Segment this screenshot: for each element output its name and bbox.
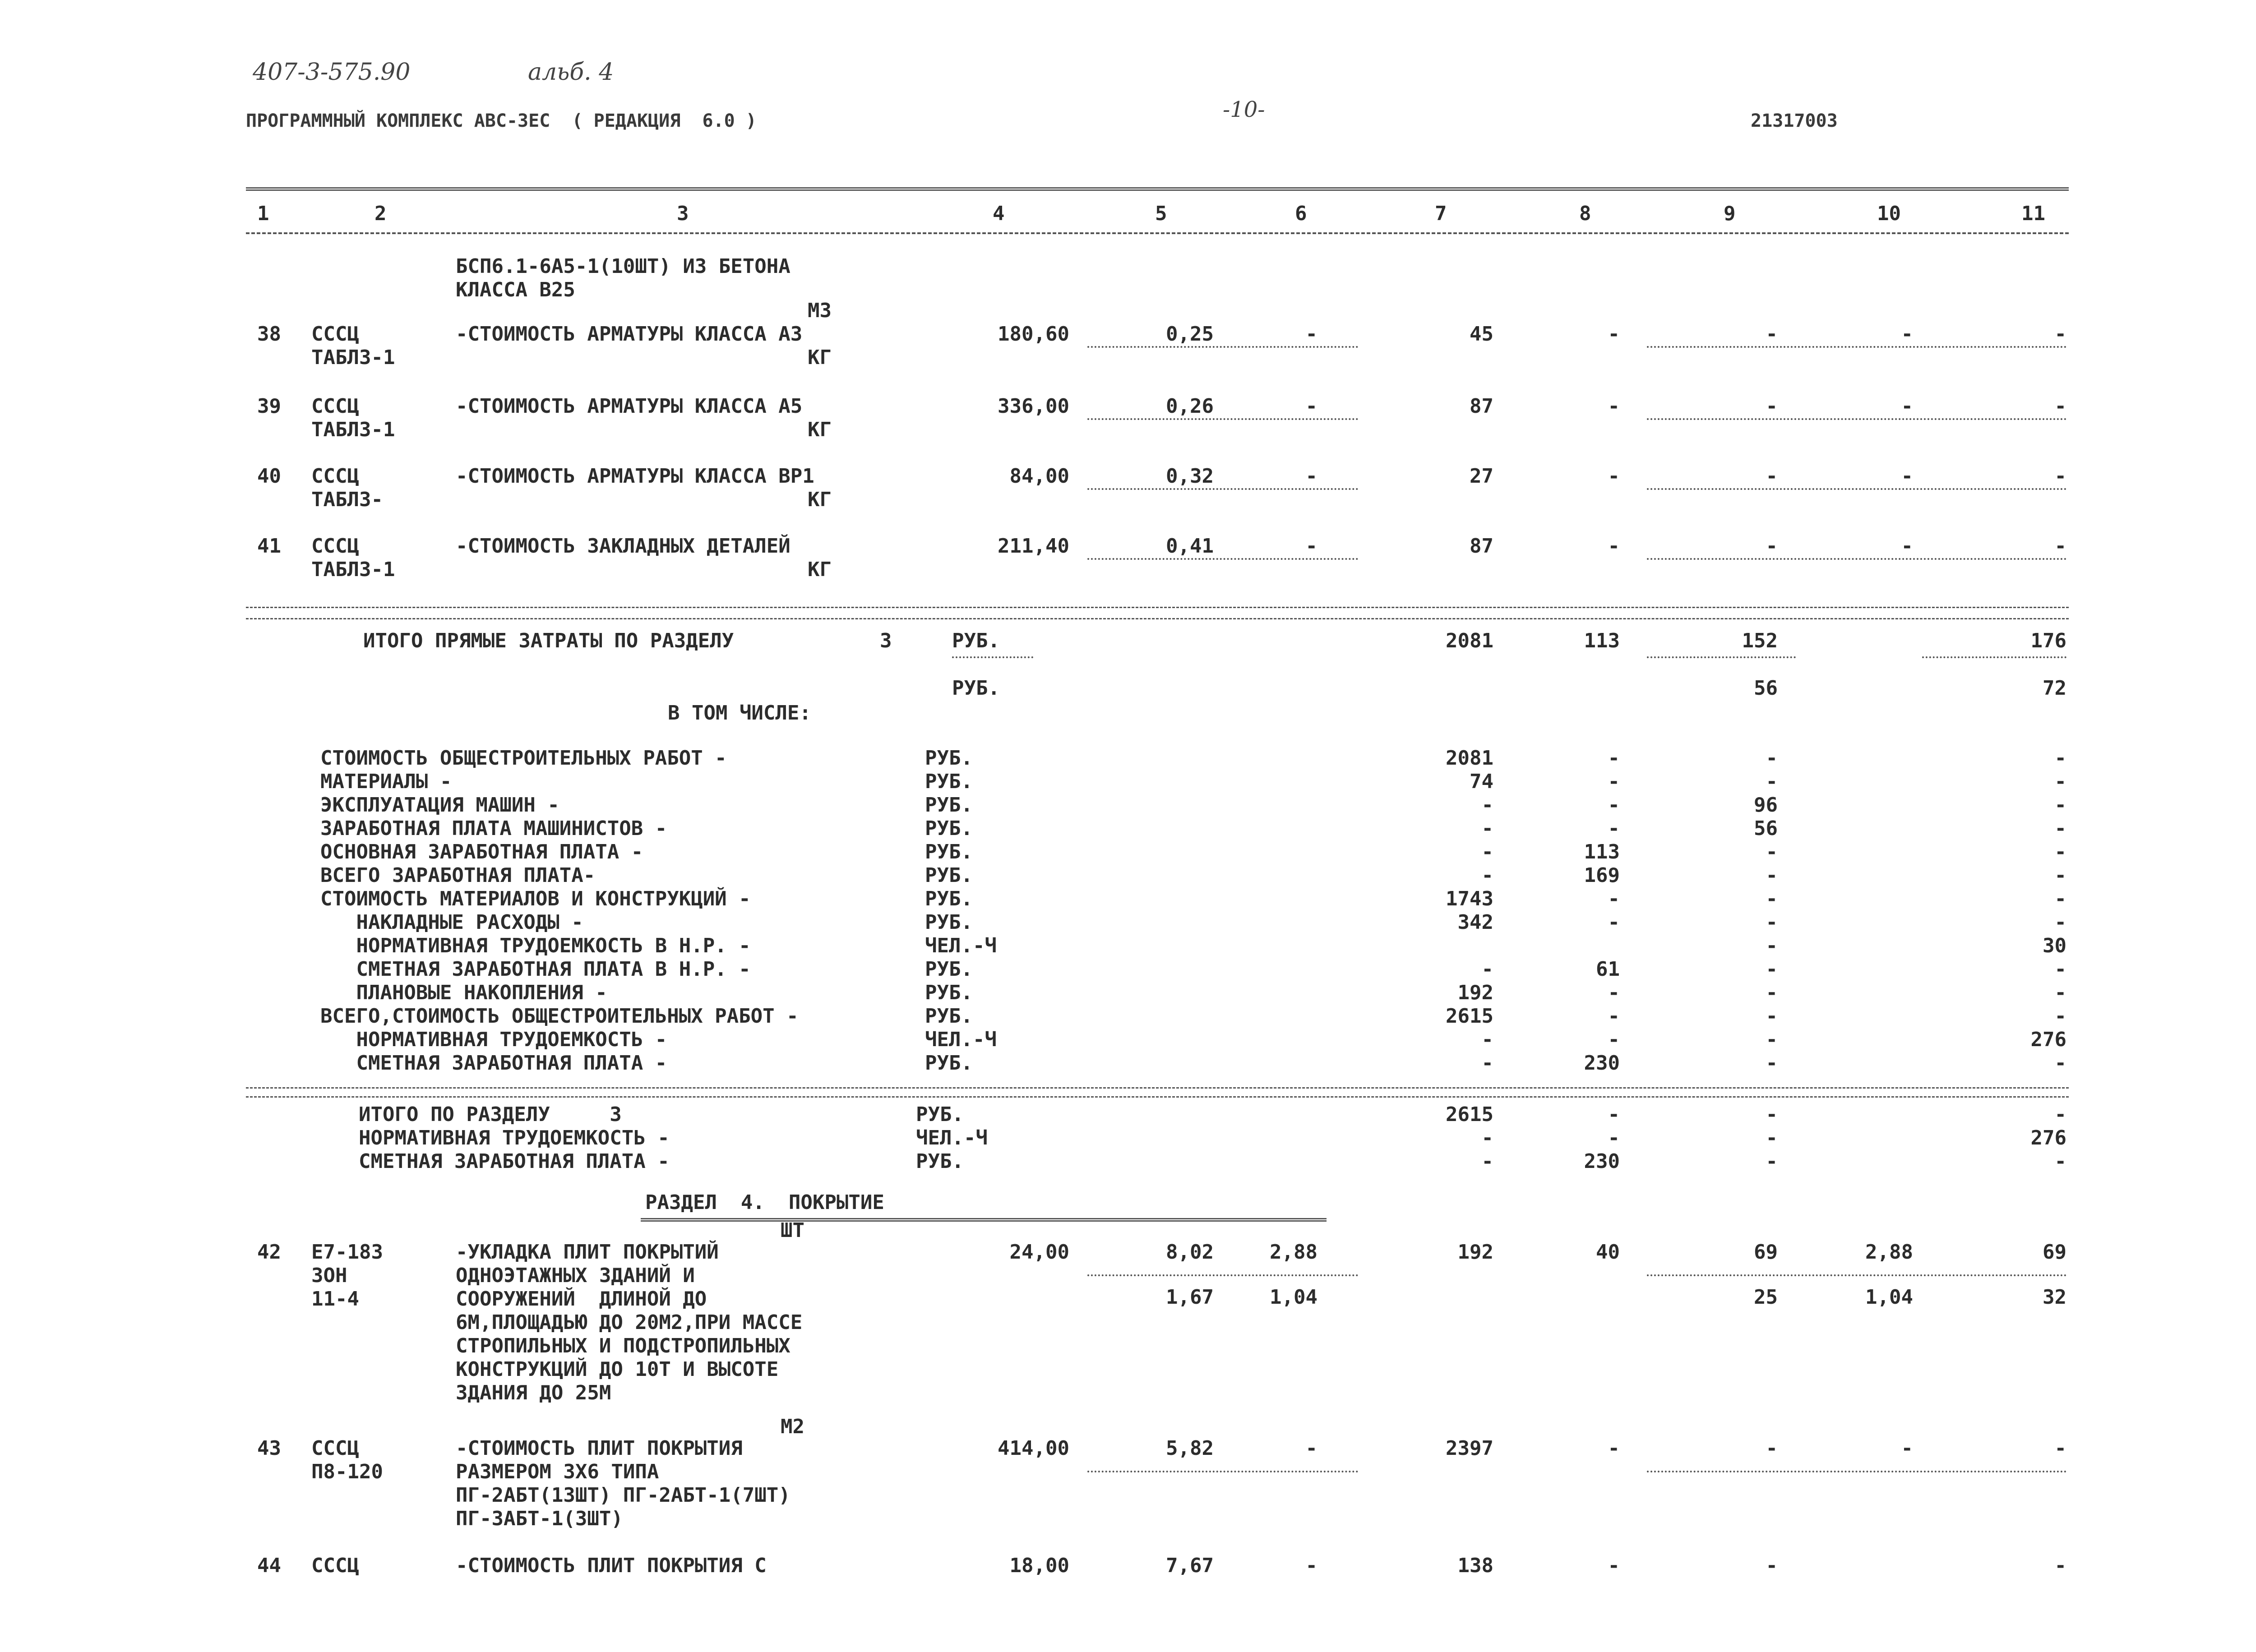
breakdown-c7: 1743 (1446, 887, 1493, 910)
breakdown-unit: РУБ. (925, 887, 973, 910)
row-description: -СТОИМОСТЬ АРМАТУРЫ КЛАССА А5 (456, 395, 803, 418)
breakdown-c8: - (1608, 911, 1620, 934)
row-description: -СТОИМОСТЬ ЗАКЛАДНЫХ ДЕТАЛЕЙ (456, 535, 791, 558)
cell-c4: 180,60 (998, 323, 1069, 346)
section-total-rule (246, 1096, 2069, 1098)
breakdown-c7: - (1481, 1052, 1493, 1075)
breakdown-label: НАКЛАДНЫЕ РАСХОДЫ - (320, 911, 583, 934)
breakdown-c8: - (1608, 794, 1620, 817)
row-unit: КГ (808, 418, 832, 441)
totals-direct-c8: 113 (1584, 629, 1620, 652)
cell-c4: 84,00 (1009, 465, 1069, 488)
breakdown-label: ВСЕГО ЗАРАБОТНАЯ ПЛАТА- (320, 864, 596, 887)
row-code: ЗОН (311, 1264, 347, 1287)
totals-direct-label: ИТОГО ПРЯМЫЕ ЗАТРАТЫ ПО РАЗДЕЛУ (363, 629, 734, 652)
cell-c5: 8,02 (1166, 1241, 1214, 1264)
column-header-11: 11 (2021, 202, 2045, 225)
cell-c7: 87 (1470, 395, 1493, 418)
breakdown-c9: - (1766, 887, 1778, 910)
row-code: ТАБЛ3- (311, 488, 383, 511)
breakdown-c9: 56 (1754, 817, 1778, 840)
cell-c9b: 25 (1754, 1286, 1778, 1309)
breakdown-label: СТОИМОСТЬ ОБЩЕСТРОИТЕЛЬНЫХ РАБОТ - (320, 747, 727, 770)
breakdown-c7: 192 (1457, 981, 1493, 1004)
section-total-c7: - (1481, 1150, 1493, 1173)
breakdown-unit: РУБ. (925, 1052, 973, 1075)
breakdown-c9: - (1766, 1052, 1778, 1075)
cell-c5: 0,25 (1166, 323, 1214, 346)
column-header-2: 2 (374, 202, 387, 225)
row-number: 44 (257, 1554, 281, 1577)
column-header-8: 8 (1579, 202, 1591, 225)
handwritten-code: 407-3-575.90 (253, 59, 411, 86)
handwritten-album: альб. 4 (528, 59, 614, 86)
cell-c9: 69 (1754, 1241, 1778, 1264)
cell-c6: - (1305, 395, 1318, 418)
totals-direct-c9b: 56 (1754, 677, 1778, 700)
breakdown-unit: ЧЕЛ.-Ч (925, 934, 997, 957)
cell-c8: - (1608, 1554, 1620, 1577)
row-underline (1647, 1471, 2066, 1472)
row-number: 38 (257, 323, 281, 346)
section-total-c9: - (1766, 1126, 1778, 1149)
cell-c9: - (1766, 465, 1778, 488)
breakdown-c8: - (1608, 747, 1620, 770)
cell-c11: - (2054, 535, 2066, 558)
cell-c6: - (1305, 1554, 1318, 1577)
cell-c10b: 1,04 (1865, 1286, 1913, 1309)
row-underline (1647, 418, 2066, 420)
row-code: ТАБЛ3-1 (311, 418, 395, 441)
breakdown-unit: РУБ. (925, 958, 973, 981)
cell-c11: - (2054, 1554, 2066, 1577)
row-description: СООРУЖЕНИЙ ДЛИНОЙ ДО (456, 1287, 707, 1311)
breakdown-unit: РУБ. (925, 981, 973, 1004)
column-header-10: 10 (1877, 202, 1901, 225)
column-header-row (246, 202, 2069, 226)
breakdown-c7: - (1481, 1028, 1493, 1051)
breakdown-c11: - (2054, 887, 2066, 910)
row-description: -УКЛАДКА ПЛИТ ПОКРЫТИЙ (456, 1241, 719, 1264)
row-description: ЗДАНИЯ ДО 25М (456, 1381, 611, 1404)
cell-c4: 336,00 (998, 395, 1069, 418)
breakdown-c7: - (1481, 817, 1493, 840)
section-total-c11: 276 (2030, 1126, 2066, 1149)
breakdown-c9: - (1766, 1028, 1778, 1051)
breakdown-c7: 2081 (1446, 747, 1493, 770)
row-underline (1087, 1274, 1358, 1276)
row-unit: ШТ (781, 1219, 804, 1242)
cell-c10: - (1901, 395, 1913, 418)
cell-c11: - (2054, 1437, 2066, 1460)
breakdown-c11: - (2054, 958, 2066, 981)
breakdown-c8: - (1608, 1005, 1620, 1028)
breakdown-c11: - (2054, 1005, 2066, 1028)
cell-c7: 45 (1470, 323, 1493, 346)
breakdown-label: ОСНОВНАЯ ЗАРАБОТНАЯ ПЛАТА - (320, 840, 643, 863)
section-total-label: СМЕТНАЯ ЗАРАБОТНАЯ ПЛАТА - (359, 1150, 670, 1173)
cell-c4: 24,00 (1009, 1241, 1069, 1264)
cell-c7: 2397 (1446, 1437, 1493, 1460)
breakdown-c8: 230 (1584, 1052, 1620, 1075)
row-number: 39 (257, 395, 281, 418)
row-description: РАЗМЕРОМ 3Х6 ТИПА (456, 1460, 659, 1483)
breakdown-unit: ЧЕЛ.-Ч (925, 1028, 997, 1051)
row-unit: КГ (808, 488, 832, 511)
including-heading: В ТОМ ЧИСЛЕ: (668, 701, 811, 724)
row-description: ПГ-3АБТ-1(3ШТ) (456, 1507, 623, 1530)
row-code: СССЦ (311, 535, 359, 558)
breakdown-c9: - (1766, 770, 1778, 793)
cell-c7: 27 (1470, 465, 1493, 488)
row-description: КОНСТРУКЦИЙ ДО 10Т И ВЫСОТЕ (456, 1358, 779, 1381)
cell-c10: - (1901, 465, 1913, 488)
breakdown-unit: РУБ. (925, 770, 973, 793)
breakdown-c9: - (1766, 864, 1778, 887)
cell-c6: - (1305, 465, 1318, 488)
row-description: БСП6.1-6А5-1(10ШТ) ИЗ БЕТОНА (456, 255, 791, 278)
breakdown-unit: РУБ. (925, 817, 973, 840)
cell-c7: 87 (1470, 535, 1493, 558)
section-total-unit: РУБ. (916, 1150, 964, 1173)
cell-c5: 5,82 (1166, 1437, 1214, 1460)
breakdown-c7: - (1481, 958, 1493, 981)
totals-direct-unit: РУБ. (952, 629, 1000, 652)
breakdown-unit: РУБ. (925, 840, 973, 863)
cell-c8: - (1608, 323, 1620, 346)
row-code: ТАБЛ3-1 (311, 346, 395, 369)
row-description: -СТОИМОСТЬ АРМАТУРЫ КЛАССА А3 (456, 323, 803, 346)
cell-c9: - (1766, 1554, 1778, 1577)
row-description: -СТОИМОСТЬ ПЛИТ ПОКРЫТИЯ (456, 1437, 743, 1460)
cell-c4: 18,00 (1009, 1554, 1069, 1577)
header-bottom-rule (246, 232, 2069, 234)
cell-c9: - (1766, 535, 1778, 558)
breakdown-label: СМЕТНАЯ ЗАРАБОТНАЯ ПЛАТА В Н.Р. - (320, 958, 751, 981)
section-total-c8: 230 (1584, 1150, 1620, 1173)
breakdown-c9: - (1766, 1005, 1778, 1028)
row-code: СССЦ (311, 395, 359, 418)
totals-direct-section: 3 (880, 629, 892, 652)
cell-c10: - (1901, 323, 1913, 346)
totals-underline (1647, 656, 1796, 658)
document-number: 21317003 (1751, 111, 1838, 131)
cell-c11: - (2054, 395, 2066, 418)
cell-c10: 2,88 (1865, 1241, 1913, 1264)
cell-c8: - (1608, 535, 1620, 558)
row-description: ПГ-2АБТ(13ШТ) ПГ-2АБТ-1(7ШТ) (456, 1484, 791, 1507)
cell-c10: - (1901, 1437, 1913, 1460)
cell-c8: - (1608, 395, 1620, 418)
breakdown-c11: - (2054, 794, 2066, 817)
breakdown-unit: РУБ. (925, 864, 973, 887)
row-code: СССЦ (311, 465, 359, 488)
cell-c5: 0,26 (1166, 395, 1214, 418)
section-total-unit: РУБ. (916, 1103, 964, 1126)
breakdown-c9: 96 (1754, 794, 1778, 817)
cell-c5: 0,41 (1166, 535, 1214, 558)
breakdown-c7: - (1481, 840, 1493, 863)
row-code: 11-4 (311, 1287, 359, 1311)
breakdown-c8: 113 (1584, 840, 1620, 863)
breakdown-c9: - (1766, 840, 1778, 863)
breakdown-label: ПЛАНОВЫЕ НАКОПЛЕНИЯ - (320, 981, 607, 1004)
cell-c4: 211,40 (998, 535, 1069, 558)
section-total-label: НОРМАТИВНАЯ ТРУДОЕМКОСТЬ - (359, 1126, 670, 1149)
row-description: СТРОПИЛЬНЫХ И ПОДСТРОПИЛЬНЫХ (456, 1334, 791, 1357)
row-underline (1647, 1274, 2066, 1276)
breakdown-c7: 342 (1457, 911, 1493, 934)
cell-c6: - (1305, 535, 1318, 558)
breakdown-c8: - (1608, 887, 1620, 910)
row-number: 41 (257, 535, 281, 558)
column-header-9: 9 (1724, 202, 1736, 225)
totals-separator-rule (246, 618, 2069, 619)
row-number: 43 (257, 1437, 281, 1460)
breakdown-c11: - (2054, 1052, 2066, 1075)
cell-c6: - (1305, 1437, 1318, 1460)
cell-c5: 7,67 (1166, 1554, 1214, 1577)
cell-c7: 138 (1457, 1554, 1493, 1577)
cell-c8: - (1608, 1437, 1620, 1460)
breakdown-label: СТОИМОСТЬ МАТЕРИАЛОВ И КОНСТРУКЦИЙ - (320, 887, 751, 910)
totals-direct-c11b: 72 (2043, 677, 2066, 700)
section-total-unit: ЧЕЛ.-Ч (916, 1126, 988, 1149)
breakdown-c7: - (1481, 794, 1493, 817)
section-total-c8: - (1608, 1103, 1620, 1126)
breakdown-c7: - (1481, 864, 1493, 887)
section-total-c9: - (1766, 1103, 1778, 1126)
cell-c6b: 1,04 (1270, 1286, 1318, 1309)
column-header-3: 3 (677, 202, 689, 225)
cell-c5b: 1,67 (1166, 1286, 1214, 1309)
cell-c6: 2,88 (1270, 1241, 1318, 1264)
breakdown-label: ЗАРАБОТНАЯ ПЛАТА МАШИНИСТОВ - (320, 817, 667, 840)
breakdown-c11: - (2054, 770, 2066, 793)
breakdown-c11: - (2054, 911, 2066, 934)
totals-direct-c7: 2081 (1446, 629, 1493, 652)
cell-c9: - (1766, 323, 1778, 346)
row-description: КЛАССА В25 (456, 278, 575, 301)
row-description: 6М,ПЛОЩАДЬЮ ДО 20М2,ПРИ МАССЕ (456, 1311, 803, 1334)
cell-c8: 40 (1596, 1241, 1620, 1264)
breakdown-unit: РУБ. (925, 747, 973, 770)
section-total-rule (246, 1087, 2069, 1089)
totals-separator-rule (246, 607, 2069, 608)
breakdown-c11: - (2054, 817, 2066, 840)
breakdown-unit: РУБ. (925, 794, 973, 817)
section-total-c11: - (2054, 1103, 2066, 1126)
breakdown-c8: - (1608, 817, 1620, 840)
section-4-underline (641, 1218, 1327, 1222)
breakdown-c9: - (1766, 934, 1778, 957)
row-underline (1647, 558, 2066, 560)
row-code: СССЦ (311, 1554, 359, 1577)
cell-c11: 69 (2043, 1241, 2066, 1264)
breakdown-c11: - (2054, 747, 2066, 770)
breakdown-c11: - (2054, 981, 2066, 1004)
breakdown-c8: 61 (1596, 958, 1620, 981)
cell-c9: - (1766, 1437, 1778, 1460)
breakdown-c8: 169 (1584, 864, 1620, 887)
section-total-c11: - (2054, 1150, 2066, 1173)
breakdown-c8: - (1608, 770, 1620, 793)
breakdown-label: ЭКСПЛУАТАЦИЯ МАШИН - (320, 794, 559, 817)
breakdown-c9: - (1766, 911, 1778, 934)
cell-c5: 0,32 (1166, 465, 1214, 488)
breakdown-label: МАТЕРИАЛЫ - (320, 770, 452, 793)
totals-direct-unit2: РУБ. (952, 677, 1000, 700)
row-description: -СТОИМОСТЬ АРМАТУРЫ КЛАССА ВР1 (456, 465, 814, 488)
row-underline (1647, 488, 2066, 490)
cell-c7: 192 (1457, 1241, 1493, 1264)
row-unit: КГ (808, 558, 832, 581)
breakdown-label: НОРМАТИВНАЯ ТРУДОЕМКОСТЬ В Н.Р. - (320, 934, 751, 957)
cell-c9: - (1766, 395, 1778, 418)
breakdown-c7: 74 (1470, 770, 1493, 793)
row-number: 40 (257, 465, 281, 488)
column-header-7: 7 (1435, 202, 1447, 225)
header-top-rule (246, 187, 2069, 191)
breakdown-c11: - (2054, 840, 2066, 863)
breakdown-unit: РУБ. (925, 911, 973, 934)
cell-c10: - (1901, 535, 1913, 558)
row-unit-prev: М3 (808, 299, 832, 322)
breakdown-label: НОРМАТИВНАЯ ТРУДОЕМКОСТЬ - (320, 1028, 667, 1051)
row-code: СССЦ (311, 323, 359, 346)
row-unit: М2 (781, 1415, 804, 1438)
row-code: СССЦ (311, 1437, 359, 1460)
cell-c11: - (2054, 323, 2066, 346)
column-header-1: 1 (257, 202, 269, 225)
breakdown-c8: - (1608, 981, 1620, 1004)
breakdown-c9: - (1766, 981, 1778, 1004)
column-header-6: 6 (1295, 202, 1307, 225)
column-header-4: 4 (993, 202, 1005, 225)
row-description: ОДНОЭТАЖНЫХ ЗДАНИЙ И (456, 1264, 695, 1287)
section-total-c9: - (1766, 1150, 1778, 1173)
row-underline (1087, 346, 1358, 348)
row-underline (1087, 488, 1358, 490)
cell-c8: - (1608, 465, 1620, 488)
totals-underline (1922, 656, 2066, 658)
breakdown-c9: - (1766, 747, 1778, 770)
cell-c6: - (1305, 323, 1318, 346)
section-total-label: ИТОГО ПО РАЗДЕЛУ 3 (359, 1103, 622, 1126)
page-number: -10- (1223, 97, 1265, 122)
totals-underline (952, 656, 1033, 658)
row-unit: КГ (808, 346, 832, 369)
breakdown-c11: 276 (2030, 1028, 2066, 1051)
section-4-title: РАЗДЕЛ 4. ПОКРЫТИЕ (645, 1191, 884, 1214)
cell-c11b: 32 (2043, 1286, 2066, 1309)
cell-c4: 414,00 (998, 1437, 1069, 1460)
breakdown-c7: 2615 (1446, 1005, 1493, 1028)
section-total-c7: 2615 (1446, 1103, 1493, 1126)
section-total-c8: - (1608, 1126, 1620, 1149)
row-code: Е7-183 (311, 1241, 383, 1264)
row-number: 42 (257, 1241, 281, 1264)
section-total-c7: - (1481, 1126, 1493, 1149)
column-header-5: 5 (1155, 202, 1167, 225)
row-code: ТАБЛ3-1 (311, 558, 395, 581)
breakdown-unit: РУБ. (925, 1005, 973, 1028)
breakdown-label: ВСЕГО,СТОИМОСТЬ ОБЩЕСТРОИТЕЛЬНЫХ РАБОТ - (320, 1005, 799, 1028)
row-code: П8-120 (311, 1460, 383, 1483)
row-underline (1087, 558, 1358, 560)
row-underline (1647, 346, 2066, 348)
program-title: ПРОГРАММНЫЙ КОМПЛЕКС АВС-ЗЕС ( РЕДАКЦИЯ 6.0 ) (246, 111, 757, 131)
cell-c11: - (2054, 465, 2066, 488)
row-description: -СТОИМОСТЬ ПЛИТ ПОКРЫТИЯ С (456, 1554, 767, 1577)
totals-direct-c11: 176 (2030, 629, 2066, 652)
breakdown-c9: - (1766, 958, 1778, 981)
breakdown-c8: - (1608, 1028, 1620, 1051)
breakdown-label: СМЕТНАЯ ЗАРАБОТНАЯ ПЛАТА - (320, 1052, 667, 1075)
totals-direct-c9: 152 (1742, 629, 1778, 652)
breakdown-c11: - (2054, 864, 2066, 887)
breakdown-c11: 30 (2043, 934, 2066, 957)
row-underline (1087, 1471, 1358, 1472)
row-underline (1087, 418, 1358, 420)
